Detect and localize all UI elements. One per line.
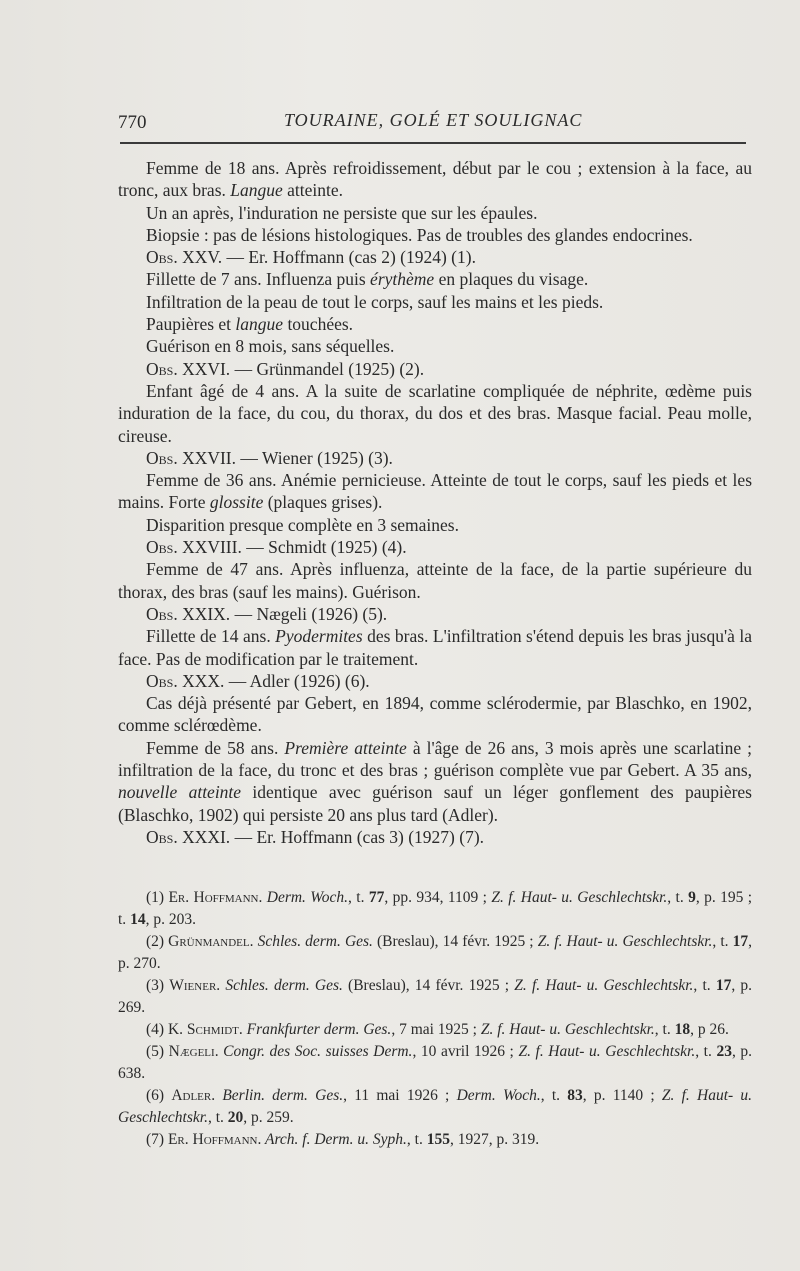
page-header bbox=[118, 108, 746, 138]
paragraph: Femme de 18 ans. Après refroidissement, début par le cou ; extension à la face, au tronc, aux bras. Langue atteinte. bbox=[118, 158, 752, 201]
observation-heading: Obs. XXX. — Adler (1926) (6). bbox=[146, 670, 370, 691]
paragraph: Enfant âgé de 4 ans. A la suite de scarlatine compliquée de néphrite, œdème puis induration de la face, du cou, du thorax, du dos et des bras. Masque facial. Peau molle, cireuse. bbox=[118, 380, 752, 446]
paragraph: Disparition presque complète en 3 semaines. bbox=[146, 514, 459, 535]
paragraph: Biopsie : pas de lésions histologiques. Pas de troubles des glandes endocrines. bbox=[146, 224, 693, 245]
footnote: (6) Adler. Berlin. derm. Ges., 11 mai 1926 ; Derm. Woch., t. 83, p. 1140 ; Z. f. Haut- u. Geschlechtskr., t. 20, p. 259. bbox=[118, 1087, 753, 1126]
observation-heading: Obs. XXV. — Er. Hoffmann (cas 2) (1924) (1). bbox=[146, 247, 476, 268]
header-rule bbox=[120, 142, 746, 144]
paragraph: Femme de 58 ans. Première atteinte à l'âge de 26 ans, 3 mois après une scarlatine ; infiltration de la face, du tronc et des bras ; guérison complète vue par Gebert. A 35 ans, nouvelle atteinte identique avec guérison sauf un léger gonflement des paupières (Blaschko, 1902) qui persiste 20 ans plus tard (Adler). bbox=[118, 737, 753, 825]
observation-heading: Obs. XXVI. — Grünmandel (1925) (2). bbox=[146, 358, 425, 379]
paragraph: Femme de 36 ans. Anémie pernicieuse. Atteinte de tout le corps, sauf les pieds et les mains. Forte glossite (plaques grises). bbox=[118, 470, 752, 513]
page-number: 770 bbox=[118, 112, 147, 133]
observation-heading: Obs. XXIX. — Nægeli (1926) (5). bbox=[146, 603, 388, 624]
footnote: (5) Nægeli. Congr. des Soc. suisses Derm., 10 avril 1926 ; Z. f. Haut- u. Geschlechtskr., t. 23, p. 638. bbox=[118, 1043, 753, 1082]
body-text bbox=[118, 157, 752, 848]
paragraph: Un an après, l'induration ne persiste que sur les épaules. bbox=[146, 202, 538, 223]
footnote: (4) K. Schmidt. Frankfurter derm. Ges., 7 mai 1925 ; Z. f. Haut- u. Geschlechtskr., t. 18, p 26. bbox=[146, 1021, 729, 1038]
footnote: (2) Grünmandel. Schles. derm. Ges. (Breslau), 14 févr. 1925 ; Z. f. Haut- u. Geschlechtskr., t. 17, p. 270. bbox=[118, 933, 753, 972]
paragraph: Fillette de 7 ans. Influenza puis érythème en plaques du visage. bbox=[146, 269, 589, 290]
paragraph: Paupières et langue touchées. bbox=[146, 314, 354, 335]
running-head: TOURAINE, GOLÉ ET SOULIGNAC bbox=[284, 110, 583, 130]
observation-heading: Obs. XXXI. — Er. Hoffmann (cas 3) (1927) (7). bbox=[146, 826, 485, 847]
footnotes bbox=[118, 887, 752, 1151]
observation-heading: Obs. XXVII. — Wiener (1925) (3). bbox=[146, 447, 393, 468]
paragraph: Femme de 47 ans. Après influenza, atteinte de la face, de la partie supérieure du thorax, des bras (sauf les mains). Guérison. bbox=[118, 559, 752, 602]
paragraph: Infiltration de la peau de tout le corps, sauf les mains et les pieds. bbox=[146, 291, 604, 312]
footnote: (1) Er. Hoffmann. Derm. Woch., t. 77, pp. 934, 1109 ; Z. f. Haut- u. Geschlechtskr., t. 9, p. 195 ; t. 14, p. 203. bbox=[118, 889, 753, 928]
footnote: (7) Er. Hoffmann. Arch. f. Derm. u. Syph., t. 155, 1927, p. 319. bbox=[146, 1131, 540, 1148]
paragraph: Fillette de 14 ans. Pyodermites des bras. L'infiltration s'étend depuis les bras jusqu'à la face. Pas de modification par le traitement. bbox=[118, 626, 752, 669]
paragraph: Guérison en 8 mois, sans séquelles. bbox=[146, 336, 395, 357]
paragraph: Cas déjà présenté par Gebert, en 1894, comme sclérodermie, par Blaschko, en 1902, comme sclérœdème. bbox=[118, 693, 752, 736]
footnote: (3) Wiener. Schles. derm. Ges. (Breslau), 14 févr. 1925 ; Z. f. Haut- u. Geschlechtskr., t. 17, p. 269. bbox=[118, 977, 753, 1016]
observation-heading: Obs. XXVIII. — Schmidt (1925) (4). bbox=[146, 537, 407, 558]
